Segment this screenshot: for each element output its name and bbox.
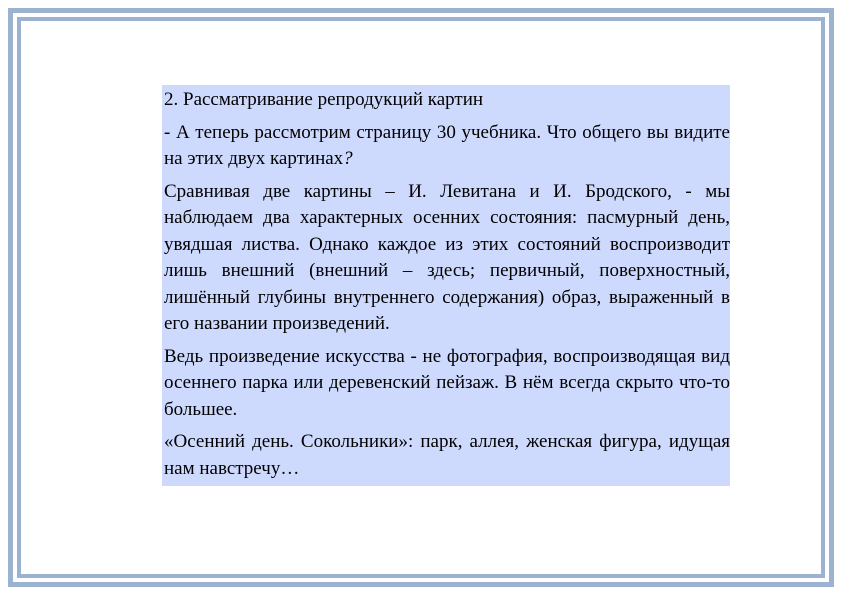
paragraph-comparison: Сравнивая две картины – И. Левитана и И. Бродского, - мы наблюдаем два характерных осенних состояния: пасмурный день, увядшая листва. Однако каждое из этих состояний воспроизводит лишь внешний (внешний – здесь; первичный, поверхностный, лишённый глубины внутреннего содержания) образ, выраженный в его названии произведений. xyxy=(164,180,730,334)
question-text: - А теперь рассмотрим страницу 30 учебника. Что общего вы видите на этих двух картинах xyxy=(164,121,730,169)
paragraph-sokolniki: «Осенний день. Сокольники»: парк, аллея, женская фигура, идущая нам навстречу… xyxy=(164,431,730,479)
section-heading: 2. Рассматривание репродукций картин xyxy=(164,89,484,110)
question-paragraph xyxy=(164,120,730,173)
paragraph-art: Ведь произведение искусства - не фотография, воспроизводящая вид осеннего парка или деревенский пейзаж. В нём всегда скрыто что-то большее. xyxy=(164,345,730,420)
question-mark: ? xyxy=(343,148,353,169)
text-box xyxy=(162,85,730,486)
